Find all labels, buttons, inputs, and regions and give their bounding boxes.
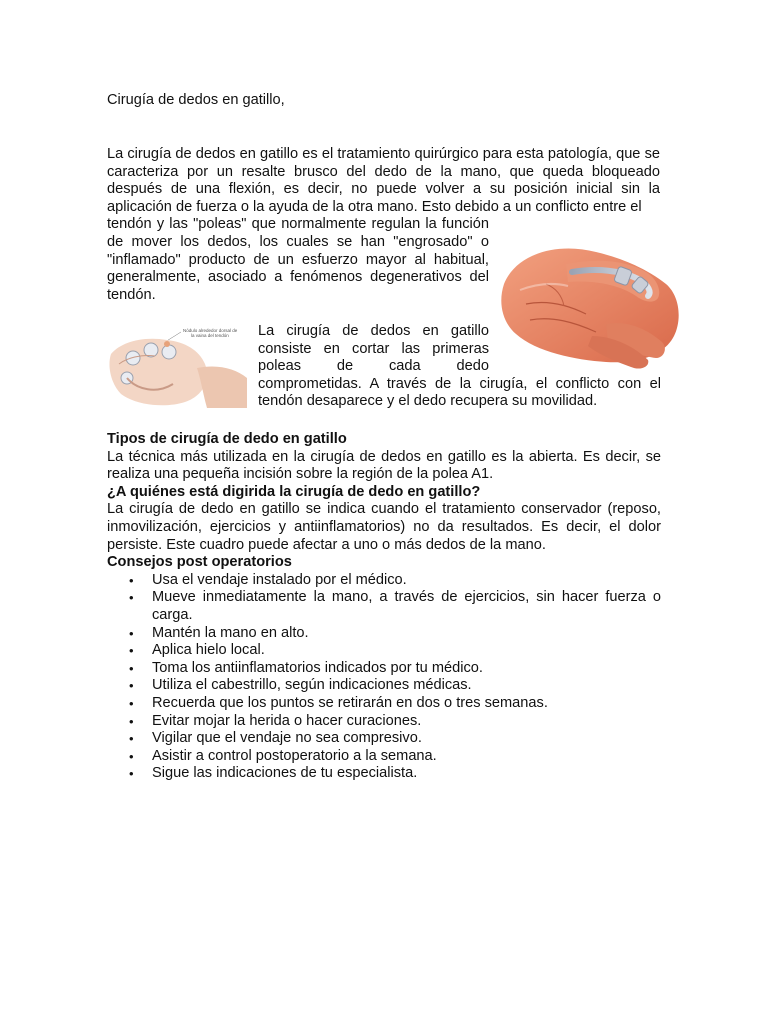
procedure-paragraph bbox=[258, 323, 661, 411]
list-item: • Sigue las indicaciones de tu especialista. bbox=[129, 765, 418, 782]
list-item: • Mantén la mano en alto. bbox=[129, 624, 309, 641]
bullet-icon: • bbox=[129, 731, 134, 747]
bullet-icon: • bbox=[129, 766, 134, 782]
procedure-line-1: La cirugía de dedos en gatillo bbox=[258, 323, 489, 339]
procedure-text-rest: comprometidas. A través de la cirugía, el conflicto con el tendón desaparece y el dedo recupera su movilidad. bbox=[258, 375, 661, 410]
bullet-icon: • bbox=[129, 643, 134, 659]
list-item: • Aplica hielo local. bbox=[129, 642, 265, 659]
types-text: La técnica más utilizada en la cirugía de dedos en gatillo es la abierta. Es decir, se realiza una pequeña incisión sobre la región de la polea A1. bbox=[107, 448, 661, 483]
list-item: • Mueve inmediatamente la mano, a través de ejercicios, sin hacer fuerza o carga. bbox=[129, 589, 661, 623]
document-title: Cirugía de dedos en gatillo, bbox=[107, 92, 285, 108]
types-heading: Tipos de cirugía de dedo en gatillo bbox=[107, 431, 347, 447]
list-item: • Asistir a control postoperatorio a la semana. bbox=[129, 747, 437, 764]
list-item: • Usa el vendaje instalado por el médico. bbox=[129, 571, 407, 588]
finger-nodule-illustration bbox=[107, 324, 249, 408]
list-item: • Vigilar que el vendaje no sea compresivo. bbox=[129, 730, 422, 747]
tips-heading: Consejos post operatorios bbox=[107, 554, 292, 571]
bullet-icon: • bbox=[129, 748, 134, 764]
intro-text-full: La cirugía de dedos en gatillo es el tratamiento quirúrgico para esta patología, que se caracteriza por un resalte brusco del dedo de la mano, que queda bloqueado después de una flexión, es decir, no puede volver a su posición inicial sin la aplicación de fuerza o la ayuda de la otra mano. Esto debido a un conflicto entre el bbox=[107, 146, 660, 215]
who-text: La cirugía de dedo en gatillo se indica cuando el tratamiento conservador (reposo, inmovilización, ejercicios y antiinflamatorios) no da resultados. Es decir, el dolor persiste. Este cuadro puede afectar a uno o más dedos de la mano. bbox=[107, 501, 661, 553]
procedure-line-3: poleas de cada dedo bbox=[258, 358, 489, 375]
bullet-icon: • bbox=[129, 590, 134, 606]
procedure-line-2: consiste en cortar las primeras bbox=[258, 340, 489, 357]
tips-list bbox=[107, 572, 661, 783]
list-item: • Utiliza el cabestrillo, según indicaciones médicas. bbox=[129, 677, 472, 694]
bullet-icon: • bbox=[129, 625, 134, 641]
figure-caption-line2: la vaina del tendón bbox=[191, 333, 229, 338]
list-item: • Recuerda que los puntos se retirarán en dos o tres semanas. bbox=[129, 694, 548, 711]
bullet-icon: • bbox=[129, 572, 134, 588]
bullet-icon: • bbox=[129, 678, 134, 694]
bullet-icon: • bbox=[129, 695, 134, 711]
article-body bbox=[107, 431, 661, 783]
intro-text-narrow: tendón y las "poleas" que normalmente regulan la función de mover los dedos, los cuales se han "engrosado" o "inflamado" producto de un esfuerzo mayor al habitual, generalmente, asociado a fenómenos degenerativos del tendón. bbox=[107, 216, 489, 303]
figure-caption-line1: Nódulo alrededor dorsal de bbox=[183, 328, 238, 333]
bullet-icon: • bbox=[129, 713, 134, 729]
who-heading: ¿A quiénes está digirida la cirugía de dedo en gatillo? bbox=[107, 483, 481, 500]
bullet-icon: • bbox=[129, 660, 134, 676]
list-item: • Evitar mojar la herida o hacer curaciones. bbox=[129, 712, 422, 729]
list-item: • Toma los antiinflamatorios indicados por tu médico. bbox=[129, 659, 483, 676]
